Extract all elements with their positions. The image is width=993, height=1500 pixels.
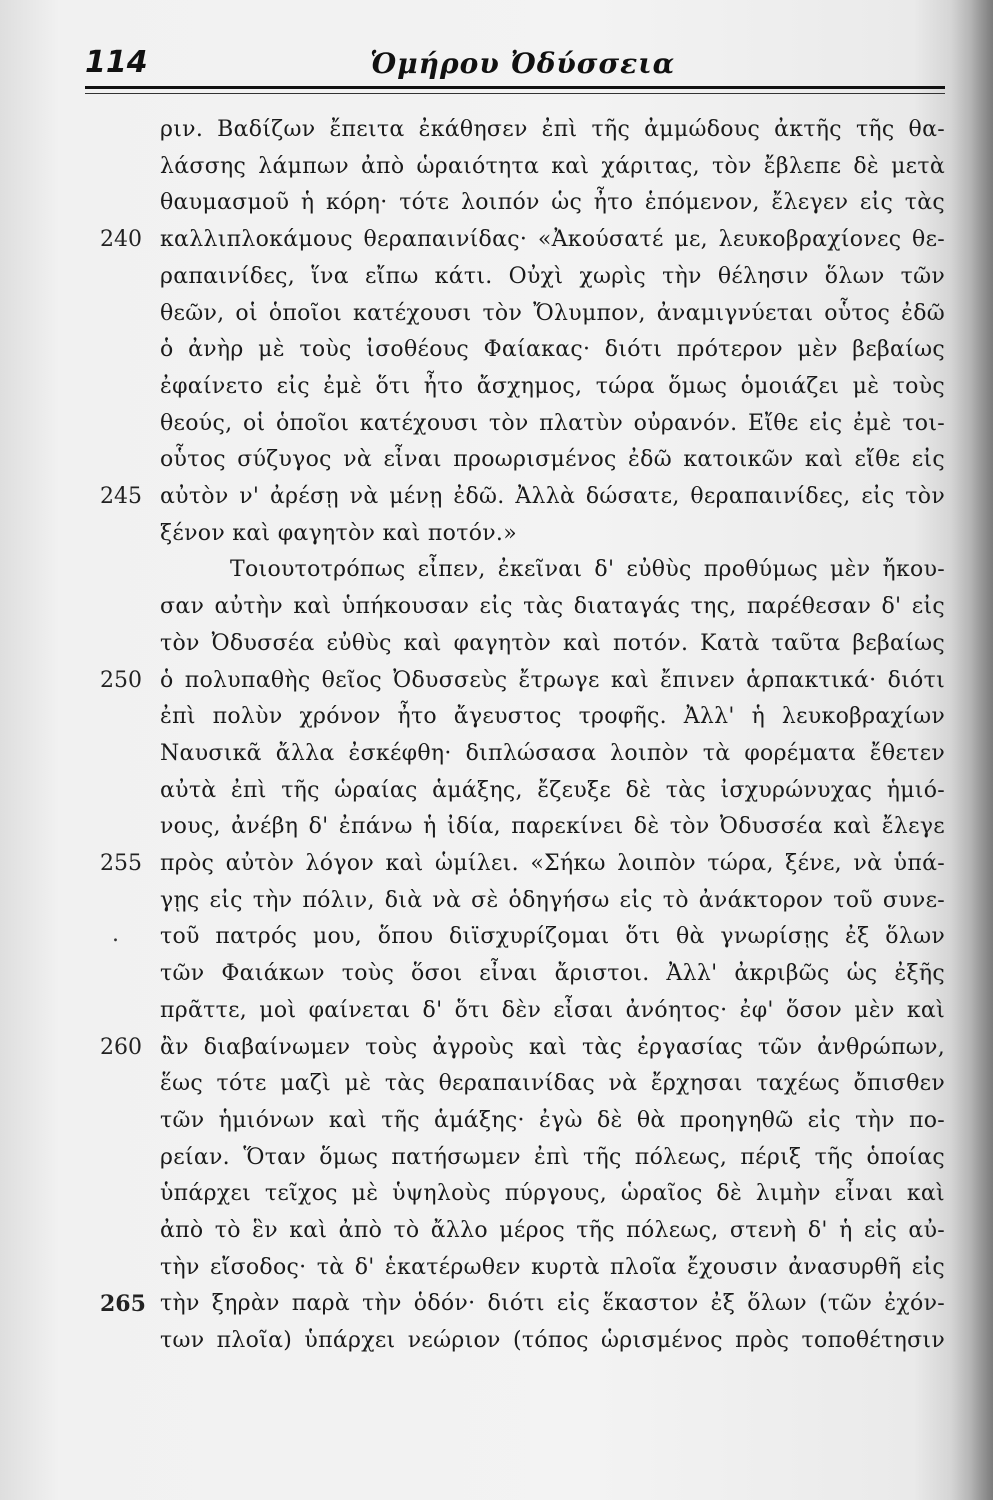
text-line: ὁ ἀνὴρ μὲ τοὺς ἰσοθέους Φαίακας· διότι πρότερον μὲν βεβαίως [160,337,945,362]
line-number: 240 [100,227,142,252]
running-title: Ὁμήρου Ὀδύσσεια [370,47,676,80]
line-number: 255 [100,851,142,876]
line-number: 265 [100,1291,146,1317]
page-gutter-shadow [951,0,993,1500]
text-line: ραπαινίδες, ἵνα εἴπω κάτι. Οὐχὶ χωρὶς τὴν θέλησιν ὅλων τῶν [160,264,945,289]
text-line: ρείαν. Ὅταν ὅμως πατήσωμεν ἐπὶ τῆς πόλεως, πέριξ τῆς ὁποίας [160,1145,945,1170]
header-rule-thick [85,86,945,89]
text-line: αὐτὸν ν' ἀρέσῃ νὰ μένῃ ἐδῶ. Ἀλλὰ δώσατε, θεραπαινίδες, εἰς τὸν [160,484,945,509]
text-line: ριν. Βαδίζων ἔπειτα ἐκάθησεν ἐπὶ τῆς ἀμμώδους ἀκτῆς τῆς θα- [160,117,945,142]
text-line: θαυμασμοῦ ἡ κόρη· τότε λοιπόν ὡς ἦτο ἑπόμενον, ἔλεγεν εἰς τὰς [160,190,945,215]
header-rule-thin [85,93,945,94]
line-number: 260 [100,1035,142,1060]
text-line: ἐπὶ πολὺν χρόνον ἦτο ἄγευστος τροφῆς. Ἀλλ' ἡ λευκοβραχίων [160,704,945,729]
text-line: λάσσης λάμπων ἀπὸ ὡραιότητα καὶ χάριτας, τὸν ἔβλεπε δὲ μετὰ [160,154,945,179]
text-line: ἀπὸ τὸ ἓν καὶ ἀπὸ τὸ ἄλλο μέρος τῆς πόλεως, στενὴ δ' ἡ εἰς αὐ- [160,1218,945,1243]
page-number: 114 [85,45,148,80]
text-line: Τοιουτοτρόπως εἶπεν, ἐκεῖναι δ' εὐθὺς προθύμως μὲν ἤκου- [230,557,945,582]
text-line: Ναυσικᾶ ἄλλα ἐσκέφθη· διπλώσασα λοιπὸν τὰ φορέματα ἔθετεν [160,741,945,766]
text-line: οὗτος σύζυγος νὰ εἶναι προωρισμένος ἐδῶ κατοικῶν καὶ εἴθε εἰς [160,447,945,472]
text-line: σαν αὐτὴν καὶ ὑπήκουσαν εἰς τὰς διαταγάς της, παρέθεσαν δ' εἰς [160,594,945,619]
text-line: ἐφαίνετο εἰς ἐμὲ ὅτι ἦτο ἄσχημος, τώρα ὅμως ὁμοιάζει μὲ τοὺς [160,374,945,399]
line-number: 245 [100,484,142,509]
text-line: θεούς, οἱ ὁποῖοι κατέχουσι τὸν πλατὺν οὐρανόν. Εἴθε εἰς ἐμὲ τοι- [160,411,945,436]
text-line: τὴν ξηρὰν παρὰ τὴν ὁδόν· διότι εἰς ἕκαστον ἐξ ὅλων (τῶν ἐχόν- [160,1291,945,1316]
text-line: τῶν Φαιάκων τοὺς ὅσοι εἶναι ἄριστοι. Ἀλλ' ἀκριβῶς ὡς ἐξῆς [160,961,945,986]
text-line: πρᾶττε, μοὶ φαίνεται δ' ὅτι δὲν εἶσαι ἀνόητος· ἐφ' ὅσον μὲν καὶ [160,998,945,1023]
text-line: ὁ πολυπαθὴς θεῖος Ὀδυσσεὺς ἔτρωγε καὶ ἔπινεν ἁρπακτικά· διότι [160,668,945,693]
page-header [85,45,955,85]
text-line: ξένον καὶ φαγητὸν καὶ ποτόν.» [160,521,517,546]
text-line: καλλιπλοκάμους θεραπαινίδας· «Ἀκούσατέ με, λευκοβραχίονες θε- [160,227,945,252]
text-line: ἕως τότε μαζὶ μὲ τὰς θεραπαινίδας νὰ ἔρχησαι ταχέως ὄπισθεν [160,1071,945,1096]
text-line: πρὸς αὐτὸν λόγον καὶ ὡμίλει. «Σήκω λοιπὸν τώρα, ξένε, νὰ ὑπά- [160,851,945,876]
text-line: ὑπάρχει τεῖχος μὲ ὑψηλοὺς πύργους, ὡραῖος δὲ λιμὴν εἶναι καὶ [160,1181,945,1206]
text-line: αὐτὰ ἐπὶ τῆς ὡραίας ἁμάξης, ἔζευξε δὲ τὰς ἰσχυρώνυχας ἡμιό- [160,778,945,803]
text-line: τῶν ἡμιόνων καὶ τῆς ἁμάξης· ἐγὼ δὲ θὰ προηγηθῶ εἰς τὴν πο- [160,1108,945,1133]
text-line: τὸν Ὀδυσσέα εὐθὺς καὶ φαγητὸν καὶ ποτόν. Κατὰ ταῦτα βεβαίως [160,631,945,656]
line-number: 250 [100,668,142,693]
text-line: νους, ἀνέβη δ' ἐπάνω ἡ ἰδία, παρεκίνει δὲ τὸν Ὀδυσσέα καὶ ἔλεγε [160,814,945,839]
text-line: των πλοῖα) ὑπάρχει νεώριον (τόπος ὡρισμένος πρὸς τοποθέτησιν [160,1328,945,1353]
text-line: ἂν διαβαίνωμεν τοὺς ἀγροὺς καὶ τὰς ἐργασίας τῶν ἀνθρώπων, [160,1035,945,1060]
text-line: γῃς εἰς τὴν πόλιν, διὰ νὰ σὲ ὁδηγήσω εἰς τὸ ἀνάκτορον τοῦ συνε- [160,888,945,913]
text-line: τὴν εἴσοδος· τὰ δ' ἑκατέρωθεν κυρτὰ πλοῖα ἔχουσιν ἀνασυρθῆ εἰς [160,1255,945,1280]
text-line: θεῶν, οἱ ὁποῖοι κατέχουσι τὸν Ὄλυμπον, ἀναμιγνύεται οὗτος ἐδῶ [160,301,945,326]
text-line: τοῦ πατρός μου, ὅπου διϊσχυρίζομαι ὅτι θὰ γνωρίσῃς ἐξ ὅλων [160,924,945,949]
stray-mark: . [112,922,119,947]
